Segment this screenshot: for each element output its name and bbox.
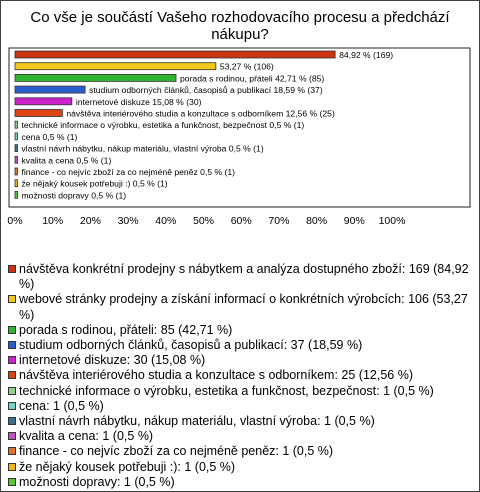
legend-swatch [8,265,16,273]
legend-swatch [8,417,16,425]
legend-swatch [8,463,16,471]
x-tick-label: 80% [306,215,328,227]
legend-item [8,353,474,368]
bar [15,145,18,152]
bar [15,168,18,175]
bar [15,86,85,93]
legend-item [8,262,474,292]
bar [15,191,18,198]
legend-label: vlastní návrh nábytku, nákup materiálu, vlastní výroba: 1 (0,5 %) [19,414,375,429]
legend-item [8,444,474,459]
legend-item [8,475,474,490]
legend-label: technické informace o výrobku, estetika a funkčnost, bezpečnost: 1 (0,5 %) [19,383,434,398]
legend-item [8,292,474,322]
bar [15,63,216,70]
legend-label: porada s rodinou, přáteli: 85 (42,71 %) [19,322,233,337]
bar-label: 84,92 % (169) [339,50,394,60]
legend-label: studium odborných článků, časopisů a publikací: 37 (18,59 %) [19,338,363,353]
bar-label: 53,27 % (106) [219,61,274,72]
x-tick-label: 90% [343,215,365,227]
x-tick-label: 40% [155,215,177,227]
x-tick-label: 50% [192,215,215,227]
bar [15,98,72,105]
legend-item [8,338,474,353]
bar-plot [1,1,479,261]
bar-label: porada s rodinou, přáteli 42,71 % (85) [180,73,325,84]
legend-label: návštěva interiérového studia a konzultace s odborníkem: 25 (12,56 %) [19,368,413,383]
legend-label: možnosti dopravy: 1 (0,5 %) [19,474,175,489]
bar-label: návštěva interiérového studia a konzultace s odborníkem 12,56 % (25) [66,108,335,119]
legend-label: webové stránky prodejny a získání informací o konkrétních výrobcích: 106 (53,27 %) [19,292,468,322]
bar-label: možnosti dopravy 0,5 % (1) [21,190,127,201]
bar [15,74,176,81]
bar [15,180,18,187]
legend-swatch [8,371,16,379]
legend-item [8,429,474,444]
legend-swatch [8,387,16,395]
legend-item [8,399,474,414]
chart-title: Co vše je součástí Vašeho rozhodovacího procesu a předchází nákupu? [30,9,450,43]
x-tick-label: 10% [42,215,64,227]
legend-swatch [8,447,16,455]
bar [15,121,18,128]
x-tick-label: 60% [230,215,252,227]
bar [15,51,335,58]
legend-label: že nějaký kousek potřebuji :): 1 (0,5 %) [19,459,236,474]
bar [15,156,18,163]
bar [15,133,18,140]
legend-item [8,460,474,475]
legend-swatch [8,356,16,364]
legend-label: internetové diskuze: 30 (15,08 %) [19,353,206,368]
bar-label: finance - co nejvíc zboží za co nejméně peněz 0,5 % (1) [21,167,236,177]
bar-label: že nějaký kousek potřebuji :) 0,5 % (1) [21,178,168,189]
bar [15,110,62,117]
x-tick-label: 30% [117,215,139,227]
legend-label: finance - co nejvíc zboží za co nejméně peněz: 1 (0,5 %) [19,444,334,459]
bar-label: vlastní návrh nábytku, nákup materiálu, vlastní výroba 0,5 % (1) [21,143,264,154]
legend-swatch [8,402,16,410]
legend-swatch [8,478,16,486]
x-tick-label: 70% [268,215,290,227]
chart-legend [8,262,474,490]
x-tick-label: 100% [378,215,406,227]
legend-item [8,323,474,338]
legend-label: cena: 1 (0,5 %) [19,398,104,413]
bar-label: internetové diskuze 15,08 % (30) [75,96,202,107]
legend-swatch [8,341,16,349]
legend-swatch [8,295,16,303]
legend-item [8,414,474,429]
bar-label: technické informace o výrobku, estetika a funkčnost, bezpečnost 0,5 % (1) [21,120,305,131]
legend-item [8,368,474,383]
bar-label: kvalita a cena 0,5 % (1) [21,155,112,166]
x-tick-label: 0% [7,215,23,227]
legend-label: kvalita a cena: 1 (0,5 %) [19,429,154,444]
legend-item [8,384,474,399]
bar-label: studium odborných článků, časopisů a publikací 18,59 % (37) [89,85,323,96]
legend-swatch [8,432,16,440]
x-tick-label: 20% [79,215,101,227]
bar-label: cena 0,5 % (1) [21,131,78,142]
legend-label: návštěva konkrétní prodejny s nábytkem a analýza dostupného zboží: 169 (84,92 %) [19,262,469,292]
legend-swatch [8,326,16,334]
